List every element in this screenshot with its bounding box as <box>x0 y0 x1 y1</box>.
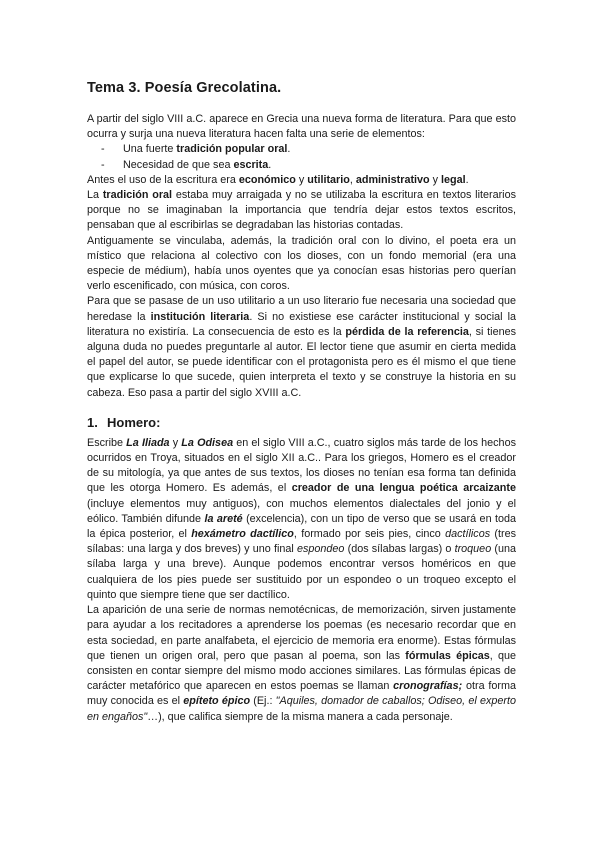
homero-paragraph-1: Escribe La Iliada y La Odisea en el siglo VIII a.C., cuatro siglos más tarde de los hechos ocurridos en Troya, situados en el siglo XII a.C.. Para los griegos, Homero es el creador de su mitología, ya que antes de sus textos, los dioses no tenían esa forma tan definida que les otorga Homero. Es además, el creador de una lengua poética arcaizante (incluye elementos muy antiguos), con muchos elementos dialectales del jonio y el eólico. También difunde la areté (excelencia), con un tipo de verso que se usará en toda la épica posterior, el hexámetro dactílico, formado por seis pies, cinco dactílicos (tres sílabas: una larga y dos breves) y uno final espondeo (dos sílabas largas) o troqueo (una sílaba larga y una breve). Aunque podemos encontrar versos homéricos en que cualquiera de los pies puede ser sustituido por un espondeo o un troqueo excepto el quinto que siempre tiene que ser dactílico. <box>87 436 517 601</box>
intro-paragraph-4: Antiguamente se vinculaba, además, la tradición oral con lo divino, el poeta era un místico que relaciona al colectivo con los dioses, con un fondo memorial (era una especie de médium), había unos oyentes que ya conocían esas historias pero querían verlo escenificado, con música, con coros. <box>87 234 516 293</box>
requirements-list <box>87 142 516 172</box>
intro-paragraph-5: Para que se pasase de un uso utilitario a un uso literario fue necesaria una sociedad que heredase la institución literaria. Si no existiese ese carácter institucional y social la literatura no existiría. La consecuencia de esto es la pérdida de la referencia, si tienes alguna duda no puedes preguntarle al autor. El lector tiene que asumir en cierta medida el papel del autor, se puede identificar con el protagonista pero es él mismo el que tiene que explicarse lo que sucede, quien interpreta el texto y se construye la historia en su cabeza. Eso pasa a partir del siglo XVIII a.C. <box>87 295 516 399</box>
bold-term: tradición popular oral <box>176 143 288 156</box>
homero-paragraph-2: La aparición de una serie de normas nemotécnicas, de memorización, sirven justamente para ayudar a los recitadores a aprenderse los poemas (es necesario recordar que en esta sociedad, en parte analfabeta, el ejercicio de memoria era enorme). Estas fórmulas que tienen un origen oral, pero que pasan al poema, son las fórmulas épicas, que consisten en contar siempre del mismo modo acciones similares. Las fórmulas épicas de carácter metafórico que aparecen en estos poemas se llaman cronografías; otra forma muy conocida es el epíteto épico (Ej.: "Aquiles, domador de caballos; Odiseo, el experto en engaños"…), que califica siempre de la misma manera a cada personaje. <box>87 604 517 723</box>
section-heading-homero: 1. Homero: <box>87 414 161 430</box>
intro-paragraph-2: Antes el uso de la escritura era económico y utilitario, administrativo y legal. <box>87 173 469 186</box>
dash-bullet: - <box>101 143 105 156</box>
intro-paragraph-1: A partir del siglo VIII a.C. aparece en Grecia una nueva forma de literatura. Para que esto ocurra y surja una nueva literatura hacen falta una serie de elementos: <box>87 113 516 141</box>
list-item: - Necesidad de que sea escrita. <box>101 158 516 173</box>
intro-paragraph-3: La tradición oral estaba muy arraigada y no se utilizaba la escritura en textos literarios porque no se imaginaban la importancia que tendría dejar estos textos escritos, pensaban que al escribirlas se degradaban las historias contadas. <box>87 189 516 232</box>
list-item: - Una fuerte tradición popular oral. <box>101 142 516 157</box>
dash-bullet: - <box>101 158 105 171</box>
bold-term: escrita <box>233 158 269 171</box>
section-number: 1. <box>87 414 98 430</box>
page-title: Tema 3. Poesía Grecolatina. <box>87 80 282 96</box>
